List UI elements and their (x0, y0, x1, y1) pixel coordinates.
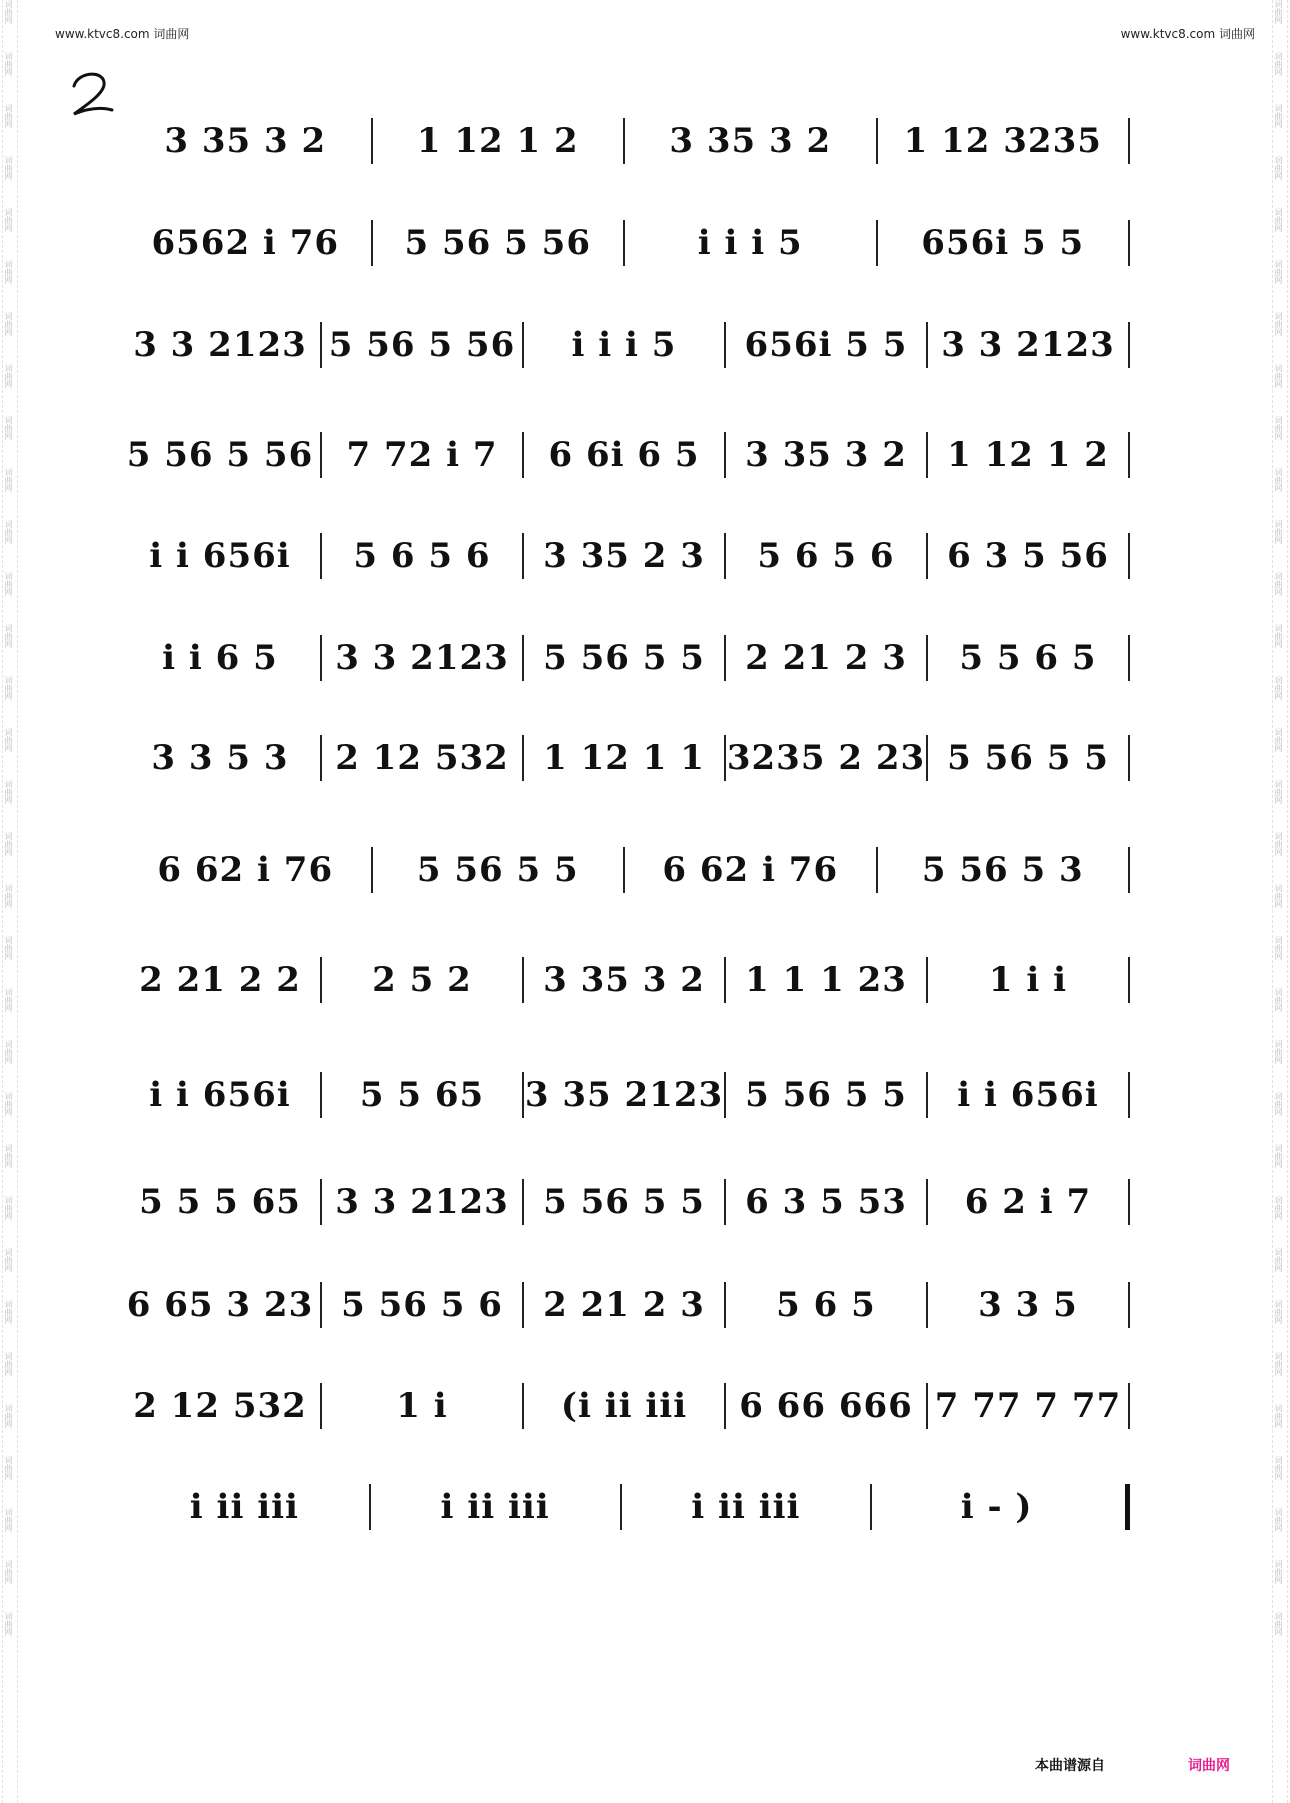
measure: 6 65 3 23 (126, 1285, 314, 1325)
measure: 7 77 7 77 (934, 1386, 1122, 1426)
watermark-text: 词曲网 (4, 1196, 13, 1220)
score-line (120, 1275, 1130, 1335)
measure: 3 3 2123 (335, 638, 509, 678)
score-line (120, 840, 1130, 900)
measure: 1 1 1 23 (745, 960, 907, 1000)
watermark-text: 词曲网 (4, 1560, 13, 1584)
watermark-text: 词曲网 (1274, 312, 1283, 336)
measure: 5 56 5 56 (404, 223, 591, 263)
watermark-text: 词曲网 (4, 520, 13, 544)
watermark-text: 词曲网 (1274, 0, 1283, 24)
watermark-text: 词曲网 (1274, 1144, 1283, 1168)
watermark-text: 词曲网 (1274, 1508, 1283, 1532)
barline (1128, 432, 1130, 478)
watermark-text: 词曲网 (4, 1612, 13, 1636)
watermark-text: 词曲网 (4, 1404, 13, 1428)
watermark-text: 词曲网 (1274, 156, 1283, 180)
watermark-text: 词曲网 (1274, 1092, 1283, 1116)
measure: 5 6 5 6 (353, 536, 491, 576)
watermark-text: 词曲网 (1274, 468, 1283, 492)
measure: i ii iii (189, 1487, 299, 1527)
handwritten-page-number (68, 68, 116, 124)
watermark-text: 词曲网 (4, 1300, 13, 1324)
measure: 5 56 5 5 (947, 738, 1109, 778)
watermark-text: 词曲网 (1274, 624, 1283, 648)
measure: 3 3 2123 (335, 1182, 509, 1222)
measure: i ii iii (440, 1487, 550, 1527)
measure: i i 6 5 (162, 638, 278, 678)
measure: 6 66 666 (739, 1386, 913, 1426)
watermark-text: 词曲网 (4, 1248, 13, 1272)
footer-site-logo: 词曲网 (1188, 1758, 1230, 1774)
measure: 5 5 65 (359, 1075, 485, 1115)
barline (1128, 1072, 1130, 1118)
measure: 6 2 i 7 (964, 1182, 1092, 1222)
barline (1128, 1179, 1130, 1225)
measure: 5 56 5 5 (543, 638, 705, 678)
measure: 5 56 5 3 (921, 850, 1084, 890)
barline (1128, 220, 1130, 266)
watermark-text: 词曲网 (4, 936, 13, 960)
score-line (120, 425, 1130, 485)
score-line (120, 111, 1130, 171)
measure: 3235 2 23 (726, 738, 926, 778)
measure: i - ) (960, 1487, 1033, 1527)
watermark-text: 词曲网 (1274, 1040, 1283, 1064)
watermark-text: 词曲网 (4, 0, 13, 24)
measure: 1 12 3235 (903, 121, 1102, 161)
measure: i ii iii (691, 1487, 801, 1527)
watermark-text: 词曲网 (4, 208, 13, 232)
measure: i i 656i (957, 1075, 1099, 1115)
barline (1128, 322, 1130, 368)
measure: i i 656i (149, 536, 291, 576)
measure: 3 35 2123 (524, 1075, 724, 1115)
watermark-text: 词曲网 (1274, 572, 1283, 596)
watermark-text: 词曲网 (1274, 1352, 1283, 1376)
score-line (120, 526, 1130, 586)
measure: 1 i i (988, 960, 1068, 1000)
watermark-text: 词曲网 (1274, 1196, 1283, 1220)
barline (1128, 847, 1130, 893)
watermark-text: 词曲网 (4, 780, 13, 804)
score-line (120, 1477, 1130, 1537)
measure: 2 21 2 3 (745, 638, 907, 678)
measure: i i i 5 (697, 223, 803, 263)
measure: 1 12 1 2 (416, 121, 579, 161)
watermark-text: 词曲网 (1274, 728, 1283, 752)
watermark-text: 词曲网 (4, 1352, 13, 1376)
measure: 2 21 2 3 (543, 1285, 705, 1325)
watermark-text: 词曲网 (1274, 936, 1283, 960)
measure: 6 3 5 53 (745, 1182, 907, 1222)
header-site-right: www.ktvc8.com 词曲网 (1120, 27, 1255, 41)
watermark-text: 词曲网 (4, 468, 13, 492)
measure: 3 35 3 2 (543, 960, 705, 1000)
watermark-text: 词曲网 (4, 1040, 13, 1064)
measure: 7 72 i 7 (346, 435, 498, 475)
measure: 2 12 532 (335, 738, 509, 778)
watermark-text: 词曲网 (1274, 52, 1283, 76)
measure: 2 5 2 (372, 960, 472, 1000)
barline (1128, 957, 1130, 1003)
footer-source-label: 本曲谱源自 (1035, 1758, 1105, 1774)
final-barline (1125, 1484, 1130, 1530)
measure: 6562 i 76 (151, 223, 340, 263)
watermark-text: 词曲网 (4, 416, 13, 440)
watermark-text: 词曲网 (4, 728, 13, 752)
measure: 3 3 5 (978, 1285, 1078, 1325)
measure: 1 12 1 2 (947, 435, 1109, 475)
watermark-text: 词曲网 (1274, 676, 1283, 700)
watermark-text: 词曲网 (1274, 1404, 1283, 1428)
measure: 5 5 6 5 (959, 638, 1097, 678)
watermark-text: 词曲网 (4, 1456, 13, 1480)
watermark-text: 词曲网 (4, 260, 13, 284)
barline (1128, 735, 1130, 781)
watermark-text: 词曲网 (1274, 884, 1283, 908)
measure: 5 6 5 6 (757, 536, 895, 576)
measure: 6 3 5 56 (947, 536, 1109, 576)
measure: 5 6 5 (776, 1285, 876, 1325)
measure: 5 56 5 5 (416, 850, 579, 890)
measure: 5 5 5 65 (139, 1182, 301, 1222)
left-watermark-strip (2, 0, 18, 1803)
watermark-text: 词曲网 (1274, 520, 1283, 544)
watermark-text: 词曲网 (4, 312, 13, 336)
score-line (120, 1065, 1130, 1125)
watermark-text: 词曲网 (4, 884, 13, 908)
watermark-text: 词曲网 (4, 676, 13, 700)
watermark-text: 词曲网 (1274, 208, 1283, 232)
score-line (120, 950, 1130, 1010)
watermark-text: 词曲网 (1274, 104, 1283, 128)
watermark-text: 词曲网 (1274, 1612, 1283, 1636)
watermark-text: 词曲网 (4, 832, 13, 856)
measure: 5 56 5 6 (341, 1285, 503, 1325)
measure: 2 12 532 (133, 1386, 307, 1426)
measure: 656i 5 5 (744, 325, 908, 365)
score-line (120, 728, 1130, 788)
watermark-text: 词曲网 (1274, 832, 1283, 856)
watermark-text: 词曲网 (1274, 780, 1283, 804)
measure: 5 56 5 5 (543, 1182, 705, 1222)
barline (1128, 118, 1130, 164)
watermark-text: 词曲网 (1274, 1300, 1283, 1324)
score-line (120, 628, 1130, 688)
measure: 3 35 3 2 (745, 435, 907, 475)
barline (1128, 635, 1130, 681)
watermark-text: 词曲网 (4, 1092, 13, 1116)
watermark-text: 词曲网 (1274, 260, 1283, 284)
watermark-text: 词曲网 (1274, 988, 1283, 1012)
watermark-text: 词曲网 (4, 1144, 13, 1168)
measure: 5 56 5 5 (745, 1075, 907, 1115)
watermark-text: 词曲网 (1274, 416, 1283, 440)
measure: 3 35 2 3 (543, 536, 705, 576)
watermark-text: 词曲网 (4, 1508, 13, 1532)
watermark-text: 词曲网 (4, 52, 13, 76)
measure: 6 62 i 76 (662, 850, 839, 890)
measure: (i ii iii (560, 1386, 688, 1426)
header-site-left: www.ktvc8.com 词曲网 (55, 27, 190, 41)
score-line (120, 1172, 1130, 1232)
barline (1128, 1383, 1130, 1429)
measure: 3 3 2123 (941, 325, 1115, 365)
measure: 6 6i 6 5 (548, 435, 700, 475)
score-line (120, 315, 1130, 375)
watermark-text: 词曲网 (1274, 1560, 1283, 1584)
measure: 3 3 2123 (133, 325, 307, 365)
watermark-text: 词曲网 (4, 104, 13, 128)
watermark-text: 词曲网 (4, 156, 13, 180)
measure: 6 62 i 76 (157, 850, 334, 890)
watermark-text: 词曲网 (1274, 1456, 1283, 1480)
watermark-text: 词曲网 (4, 988, 13, 1012)
measure: i i 656i (149, 1075, 291, 1115)
measure: 2 21 2 2 (139, 960, 301, 1000)
measure: 5 56 5 56 (328, 325, 516, 365)
measure: 3 35 3 2 (669, 121, 832, 161)
measure: 1 i (396, 1386, 448, 1426)
watermark-text: 词曲网 (4, 624, 13, 648)
score-line (120, 1376, 1130, 1436)
score-line (120, 213, 1130, 273)
measure: 3 35 3 2 (164, 121, 327, 161)
barline (1128, 1282, 1130, 1328)
measure: 656i 5 5 (921, 223, 1085, 263)
barline (1128, 533, 1130, 579)
measure: i i i 5 (571, 325, 677, 365)
watermark-text: 词曲网 (1274, 1248, 1283, 1272)
measure: 3 3 5 3 (151, 738, 289, 778)
measure: 1 12 1 1 (543, 738, 705, 778)
watermark-text: 词曲网 (4, 572, 13, 596)
watermark-text: 词曲网 (4, 364, 13, 388)
watermark-text: 词曲网 (1274, 364, 1283, 388)
measure: 5 56 5 56 (126, 435, 314, 475)
right-watermark-strip (1272, 0, 1288, 1803)
